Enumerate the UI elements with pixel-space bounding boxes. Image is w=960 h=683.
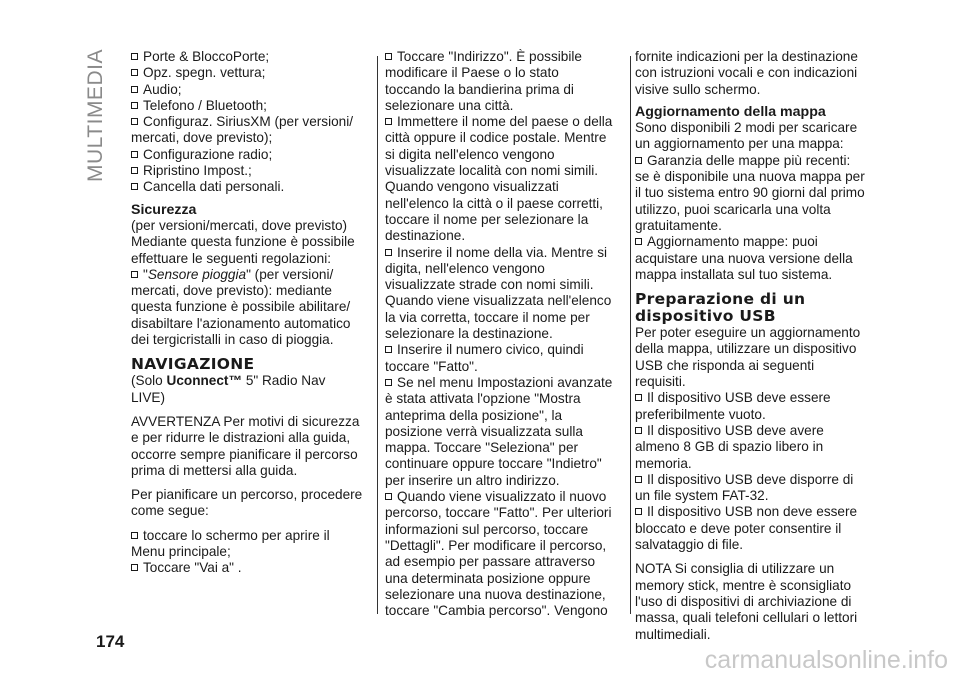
paragraph: Quando vengono visualizzati nell'elenco la città o il paese corretti, toccare il nome per selezionare la destinazione. [385, 179, 603, 244]
watermark: carmanualsonline.info [704, 646, 948, 674]
bullet-text: " (per versioni/ mercati, dove previsto): mediante questa funzione è possibile abilitare/ disabiltare l'azionamento automatico dei tergicristalli in caso di pioggia. [131, 266, 351, 348]
bullet-item: Configuraz. SiriusXM (per versioni/ mercati, dove previsto); [131, 114, 363, 147]
bullet-item: Garanzia delle mappe più recenti: se è disponibile una nuova mappa per il tuo sistema entro 90 giorni dal primo utilizzo, puoi scaricarla una volta gratuitamente. [635, 153, 867, 234]
paragraph: Per poter eseguire un aggiornamento della mappa, utilizzare un dispositivo USB che risponda ai seguenti requisiti. [635, 325, 861, 390]
emphasis: Sensore pioggia [147, 266, 247, 282]
bullet-item: Il dispositivo USB deve disporre di un file system FAT-32. [635, 472, 867, 505]
bullet-item: toccare lo schermo per aprire il Menu principale; [131, 528, 363, 561]
bullet-item: Ripristino Impost.; [131, 163, 363, 179]
warning-paragraph: AVVERTENZA Per motivi di sicurezza e per ridurre le distrazioni alla guida, occorre sempre pianificare il percorso prima di mettersi alla guida. [131, 413, 360, 478]
column-2 [385, 49, 617, 619]
bullet-item: Il dispositivo USB deve avere almeno 8 GB di spazio libero in memoria. [635, 423, 867, 472]
column-divider [377, 56, 378, 614]
paragraph: (per versioni/mercati, dove previsto) Mediante questa funzione è possibile effettuare le seguenti regolazioni: [131, 217, 355, 266]
column-3 [635, 49, 867, 643]
bullet-item: Se nel menu Impostazioni avanzate è stata attivata l'opzione "Mostra anteprima della posizione", la posizione verrà visualizzata sulla mappa. Toccare "Seleziona" per continuare oppure toccare "Indietro" per inserire un altro indirizzo. [385, 375, 617, 489]
bullet-item: Toccare "Vai a" . [131, 560, 363, 576]
bullet-item: Porte & BloccoPorte; [131, 49, 363, 65]
bullet-item: Il dispositivo USB non deve essere bloccato e deve poter consentire il salvataggio di file. [635, 504, 867, 553]
product-name: Uconnect™ [166, 373, 243, 389]
bullet-item: Toccare "Indirizzo". È possibile modificare il Paese o lo stato toccando la bandierina prima di selezionare una città. [385, 49, 617, 114]
bullet-item: Inserire il numero civico, quindi toccare "Fatto". [385, 342, 617, 375]
note-paragraph: NOTA Si consiglia di utilizzare un memory stick, mentre è sconsigliato l'uso di dispositivi di archiviazione di massa, quali telefoni cellulari o lettori multimediali. [635, 561, 858, 642]
paragraph: Per pianificare un percorso, procedere come segue: [131, 487, 363, 519]
paragraph: Quando viene visualizzata nell'elenco la via corretta, toccare il nome per selezionare la destinazione. [385, 293, 612, 342]
bullet-item: Opz. spegn. vettura; [131, 65, 363, 81]
column-divider [630, 56, 631, 614]
section-title: MULTIMEDIA [84, 49, 107, 182]
paragraph: Sono disponibili 2 modi per scaricare un aggiornamento per una mappa: [635, 120, 858, 152]
bullet-item [131, 267, 363, 348]
column-1 [131, 49, 363, 577]
page-number: 174 [96, 632, 125, 651]
heading-aggiornamento: Aggiornamento della mappa [635, 103, 826, 120]
bullet-item: Cancella dati personali. [131, 179, 363, 195]
heading-preparazione-usb: Preparazione di un dispositivo USB [635, 290, 806, 326]
text-run: 5" Radio Nav LIVE) [131, 373, 326, 405]
paragraph [131, 373, 363, 406]
quote-open: " [143, 266, 148, 282]
bullet-item: Immettere il nome del paese o della città oppure il codice postale. Mentre si digita nell'elenco vengono visualizzate località con nomi simili. [385, 114, 617, 179]
bullet-item: Inserire il nome della via. Mentre si digita, nell'elenco vengono visualizzate strade con nomi simili. [385, 245, 617, 294]
paragraph: fornite indicazioni per la destinazione con istruzioni vocali e con indicazioni visive sullo schermo. [635, 49, 858, 97]
heading-sicurezza: Sicurezza [131, 201, 197, 218]
bullet-item: Quando viene visualizzato il nuovo percorso, toccare "Fatto". Per ulteriori informazioni sul percorso, toccare "Dettagli". Per modificare il percorso, ad esempio per passare attraverso una determinata posizione oppure selezionare una nuova destinazione, toccare "Cambia percorso". Vengono [385, 489, 617, 619]
text-run: (Solo [131, 373, 167, 389]
bullet-item: Configurazione radio; [131, 147, 363, 163]
bullet-item: Il dispositivo USB deve essere preferibilmente vuoto. [635, 390, 867, 423]
bullet-item: Aggiornamento mappe: puoi acquistare una nuova versione della mappa installata sul tuo sistema. [635, 234, 867, 283]
bullet-item: Telefono / Bluetooth; [131, 98, 363, 114]
bullet-item: Audio; [131, 82, 363, 98]
heading-navigazione: NAVIGAZIONE [131, 355, 255, 374]
